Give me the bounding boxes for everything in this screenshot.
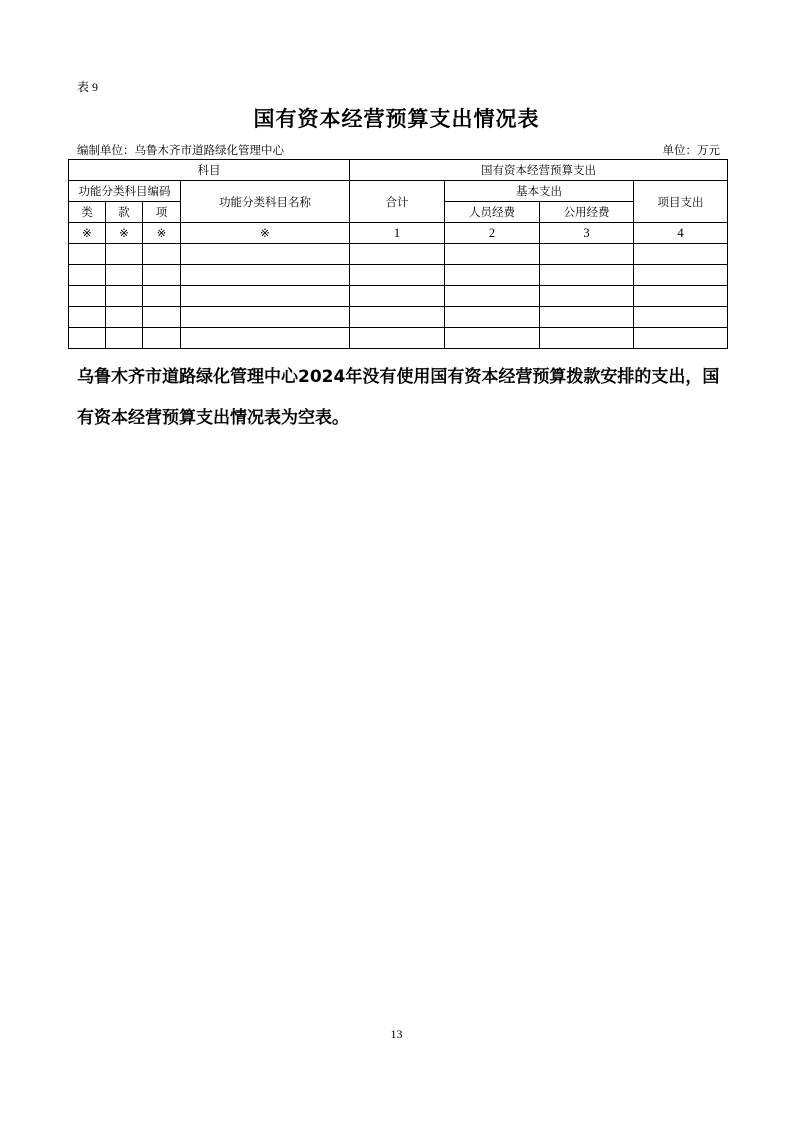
empty-cell [181, 244, 350, 265]
table-row [69, 286, 728, 307]
empty-cell [143, 328, 181, 349]
page-number: 13 [390, 1027, 403, 1041]
empty-cell [106, 328, 143, 349]
table-row [69, 244, 728, 265]
explanation-paragraph: 乌鲁木齐市道路绿化管理中心2024年没有使用国有资本经营预算拨款安排的支出，国有资本经营预算支出情况表为空表。 [77, 367, 720, 428]
empty-cell [69, 307, 106, 328]
empty-cell [143, 265, 181, 286]
empty-cell [445, 286, 540, 307]
budget-table [68, 159, 728, 349]
table-row [69, 307, 728, 328]
header-func-name: 功能分类科目名称 [181, 181, 350, 223]
empty-cell [350, 265, 445, 286]
empty-cell [445, 307, 540, 328]
empty-cell [69, 265, 106, 286]
empty-cell [634, 244, 728, 265]
header-public: 公用经费 [540, 202, 634, 223]
index-cell: ※ [69, 223, 106, 244]
empty-cell [445, 265, 540, 286]
header-kuan: 款 [106, 202, 143, 223]
empty-cell [634, 265, 728, 286]
index-cell: 1 [350, 223, 445, 244]
header-lei: 类 [69, 202, 106, 223]
index-cell: ※ [106, 223, 143, 244]
empty-cell [143, 307, 181, 328]
header-row-2 [69, 181, 728, 202]
empty-cell [106, 265, 143, 286]
table-row [69, 328, 728, 349]
header-row-1 [69, 160, 728, 181]
index-cell: 3 [540, 223, 634, 244]
index-cell: ※ [181, 223, 350, 244]
header-budget-expense: 国有资本经营预算支出 [350, 160, 728, 181]
empty-cell [106, 244, 143, 265]
empty-cell [540, 307, 634, 328]
index-cell: 2 [445, 223, 540, 244]
empty-cell [634, 307, 728, 328]
index-row [69, 223, 728, 244]
header-xiang: 项 [143, 202, 181, 223]
empty-cell [540, 328, 634, 349]
header-personnel: 人员经费 [445, 202, 540, 223]
empty-cell [106, 307, 143, 328]
index-cell: 4 [634, 223, 728, 244]
empty-cell [106, 286, 143, 307]
table-row [69, 265, 728, 286]
empty-cell [445, 328, 540, 349]
compiling-unit: 编制单位：乌鲁木齐市道路绿化管理中心 [77, 143, 284, 157]
empty-cell [540, 286, 634, 307]
empty-cell [634, 328, 728, 349]
header-func-code: 功能分类科目编码 [69, 181, 181, 202]
empty-cell [181, 286, 350, 307]
header-project-expense: 项目支出 [634, 181, 728, 223]
empty-cell [350, 244, 445, 265]
header-basic-expense: 基本支出 [445, 181, 634, 202]
empty-cell [540, 265, 634, 286]
empty-cell [69, 286, 106, 307]
empty-cell [69, 328, 106, 349]
header-subject: 科目 [69, 160, 350, 181]
header-total: 合计 [350, 181, 445, 223]
index-cell: ※ [143, 223, 181, 244]
page-title: 国有资本经营预算支出情况表 [253, 107, 540, 131]
empty-cell [540, 244, 634, 265]
empty-cell [143, 244, 181, 265]
currency-unit: 单位：万元 [662, 143, 720, 157]
empty-cell [181, 328, 350, 349]
table-number: 表 9 [77, 80, 99, 94]
empty-cell [181, 265, 350, 286]
empty-cell [350, 328, 445, 349]
empty-cell [350, 307, 445, 328]
empty-cell [350, 286, 445, 307]
empty-cell [143, 286, 181, 307]
empty-cell [634, 286, 728, 307]
empty-cell [445, 244, 540, 265]
empty-cell [69, 244, 106, 265]
empty-cell [181, 307, 350, 328]
